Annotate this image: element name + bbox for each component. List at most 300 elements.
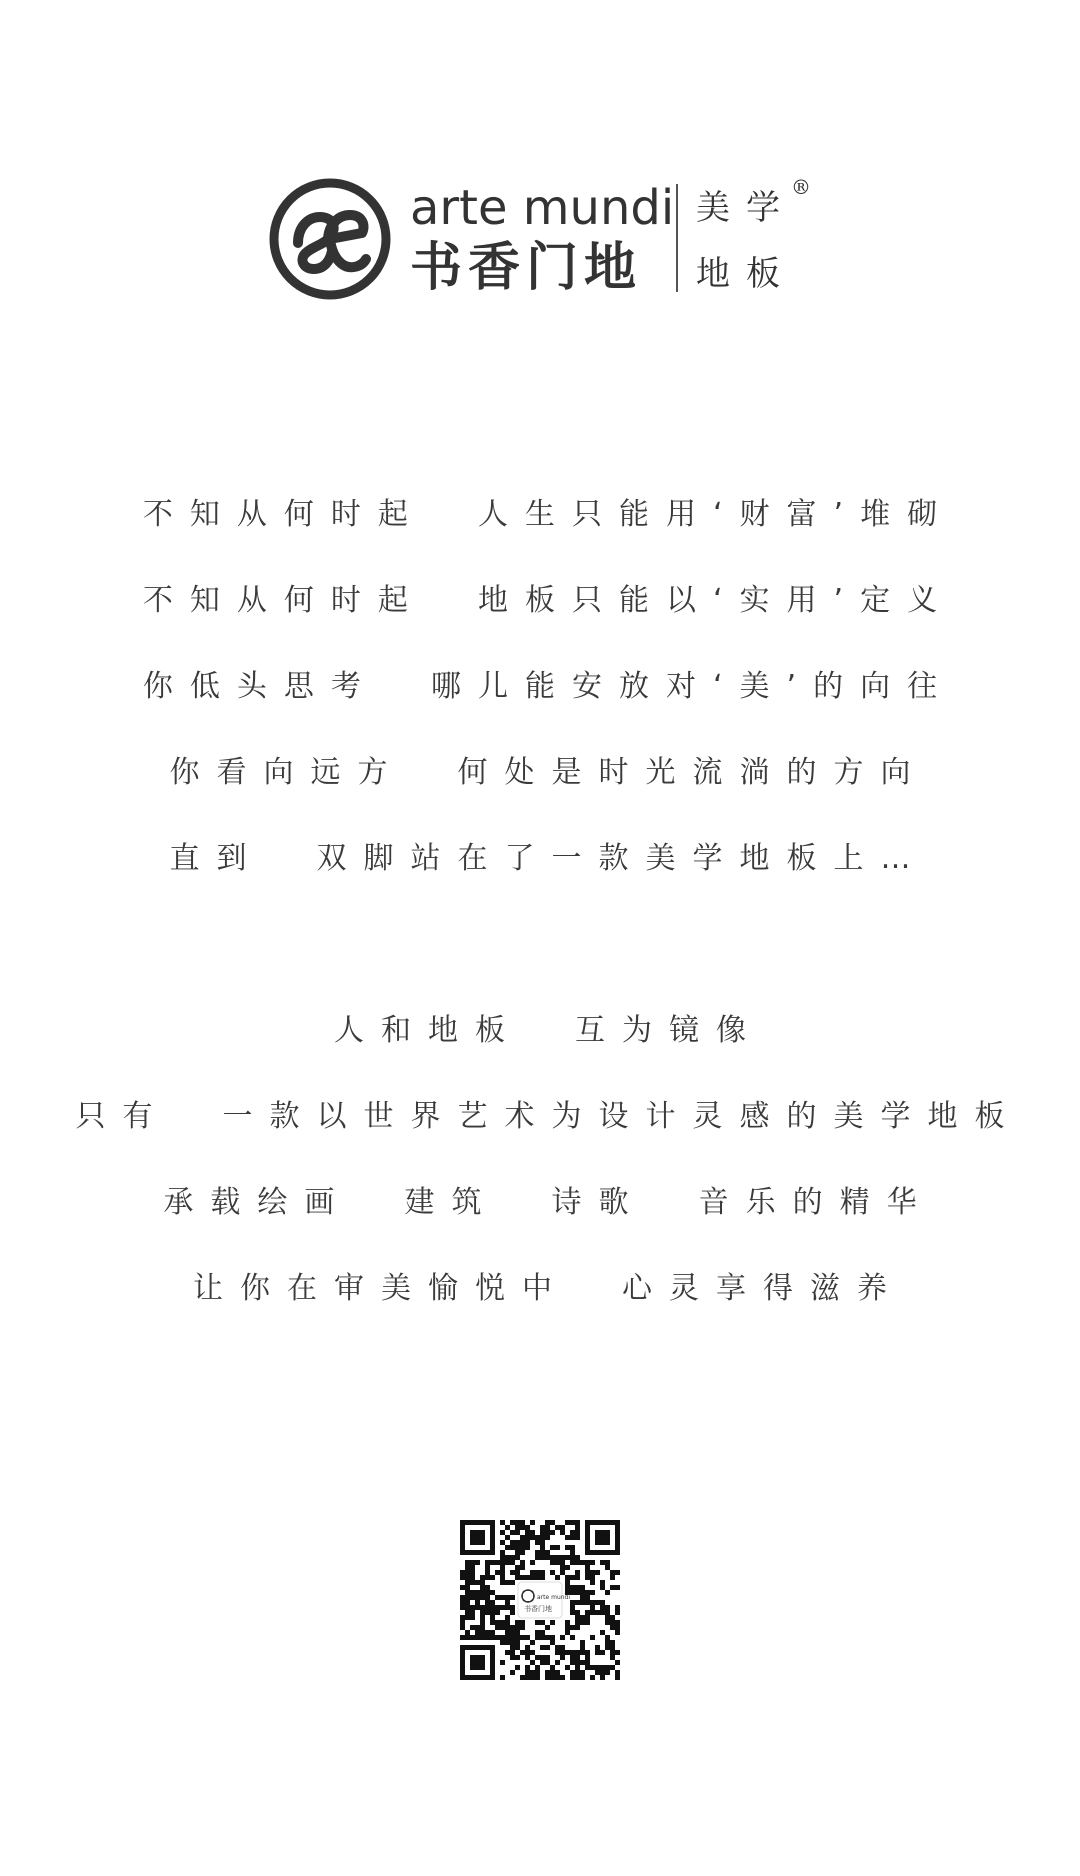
qr-module [570, 1675, 575, 1680]
qr-module [500, 1560, 505, 1565]
qr-module [575, 1535, 580, 1540]
qr-module [590, 1600, 595, 1605]
qr-module [550, 1560, 555, 1565]
qr-module [515, 1645, 520, 1650]
qr-module [505, 1625, 510, 1630]
qr-module [610, 1570, 615, 1575]
qr-module [525, 1645, 530, 1650]
qr-module [515, 1520, 520, 1525]
qr-module [500, 1540, 505, 1545]
qr-module [600, 1610, 605, 1615]
qr-module [530, 1675, 535, 1680]
qr-module [565, 1520, 570, 1525]
qr-module [545, 1520, 550, 1525]
registered-mark: ® [791, 175, 811, 199]
qr-module [480, 1585, 485, 1590]
qr-module [570, 1625, 575, 1630]
qr-module [515, 1540, 520, 1545]
qr-module [520, 1520, 525, 1525]
qr-module [515, 1555, 520, 1560]
qr-module [530, 1530, 535, 1535]
qr-module [510, 1625, 515, 1630]
qr-module [530, 1520, 535, 1525]
qr-module [605, 1615, 610, 1620]
qr-module [460, 1635, 465, 1640]
qr-module [525, 1545, 530, 1550]
qr-module [580, 1560, 585, 1565]
qr-module [540, 1620, 545, 1625]
qr-module [610, 1585, 615, 1590]
qr-module [465, 1590, 470, 1595]
qr-module [490, 1630, 495, 1635]
qr-module [480, 1590, 485, 1595]
qr-module [485, 1630, 490, 1635]
qr-module [475, 1635, 480, 1640]
qr-module [540, 1545, 545, 1550]
qr-module [585, 1620, 590, 1625]
qr-module [520, 1550, 525, 1555]
poem-line: 人和地板 互为镜像 [333, 1013, 764, 1048]
qr-module [590, 1580, 595, 1585]
qr-module [590, 1575, 595, 1580]
qr-module [535, 1550, 540, 1555]
qr-module [530, 1660, 535, 1665]
poem-line: 直到 双脚站在了一款美学地板上… [169, 841, 928, 876]
qr-module [605, 1645, 610, 1650]
qr-module [490, 1600, 495, 1605]
qr-module [465, 1605, 470, 1610]
qr-module [585, 1665, 590, 1670]
qr-module [560, 1525, 565, 1530]
qr-module [575, 1615, 580, 1620]
qr-module [475, 1560, 480, 1565]
qr-module [475, 1580, 480, 1585]
qr-module [475, 1630, 480, 1635]
qr-module [465, 1615, 470, 1620]
qr-module [540, 1575, 545, 1580]
qr-module [610, 1625, 615, 1630]
qr-module [460, 1605, 465, 1610]
qr-module [570, 1590, 575, 1595]
qr-module [560, 1655, 565, 1660]
qr-module [520, 1675, 525, 1680]
qr-module [540, 1630, 545, 1635]
qr-module [540, 1550, 545, 1555]
qr-module [490, 1575, 495, 1580]
qr-module [575, 1660, 580, 1665]
qr-module [475, 1595, 480, 1600]
qr-module [570, 1560, 575, 1565]
qr-module [500, 1530, 505, 1535]
qr-module [585, 1570, 590, 1575]
qr-module [485, 1600, 490, 1605]
qr-module [500, 1595, 505, 1600]
qr-module [565, 1650, 570, 1655]
qr-module [595, 1670, 600, 1675]
qr-module [460, 1625, 465, 1630]
qr-module [495, 1620, 500, 1625]
qr-module [545, 1535, 550, 1540]
qr-module [600, 1600, 605, 1605]
qr-module [590, 1560, 595, 1565]
qr-module [515, 1630, 520, 1635]
qr-module [545, 1660, 550, 1665]
qr-module [500, 1555, 505, 1560]
qr-module [615, 1675, 620, 1680]
qr-module [530, 1650, 535, 1655]
qr-module [570, 1635, 575, 1640]
qr-module [470, 1595, 475, 1600]
qr-module [575, 1520, 580, 1525]
qr-module [480, 1605, 485, 1610]
qr-module [615, 1585, 620, 1590]
qr-module [550, 1670, 555, 1675]
qr-center-label: 书香门地 [524, 1605, 552, 1613]
qr-module [470, 1635, 475, 1640]
qr-module [555, 1555, 560, 1560]
qr-module [490, 1610, 495, 1615]
qr-module [495, 1635, 500, 1640]
qr-module [500, 1550, 505, 1555]
qr-module [510, 1650, 515, 1655]
qr-module [580, 1645, 585, 1650]
qr-module [610, 1645, 615, 1650]
qr-module [530, 1640, 535, 1645]
qr-module [580, 1675, 585, 1680]
qr-module [585, 1590, 590, 1595]
qr-finder-top-left [460, 1520, 495, 1555]
qr-module [505, 1555, 510, 1560]
qr-module [525, 1525, 530, 1530]
qr-module [545, 1555, 550, 1560]
svg-text:arte mundi: arte mundi [537, 1594, 571, 1601]
qr-module [510, 1640, 515, 1645]
qr-module [560, 1555, 565, 1560]
qr-module [530, 1560, 535, 1565]
qr-module [520, 1525, 525, 1530]
qr-module [560, 1635, 565, 1640]
qr-module [485, 1565, 490, 1570]
qr-module [535, 1620, 540, 1625]
qr-module [600, 1675, 605, 1680]
qr-module [585, 1560, 590, 1565]
qr-module [465, 1585, 470, 1590]
qr-finder-top-right [585, 1520, 620, 1555]
qr-module [540, 1655, 545, 1660]
qr-module [470, 1625, 475, 1630]
qr-module [605, 1610, 610, 1615]
qr-module [505, 1650, 510, 1655]
qr-module [500, 1635, 505, 1640]
qr-module [470, 1615, 475, 1620]
qr-module [575, 1570, 580, 1575]
qr-module [540, 1530, 545, 1535]
qr-module [520, 1625, 525, 1630]
qr-module [505, 1635, 510, 1640]
poem-stanza-2 [0, 988, 1080, 1332]
qr-module [570, 1575, 575, 1580]
qr-module [515, 1640, 520, 1645]
qr-module [510, 1540, 515, 1545]
qr-module [585, 1595, 590, 1600]
qr-module [590, 1610, 595, 1615]
poem-line: 不知从何时起 人生只能用‘财富’堆砌 [142, 497, 955, 532]
qr-module [570, 1655, 575, 1660]
qr-module [480, 1595, 485, 1600]
qr-module [470, 1570, 475, 1575]
qr-module [610, 1575, 615, 1580]
qr-module [610, 1640, 615, 1645]
qr-module [485, 1575, 490, 1580]
qr-module [520, 1565, 525, 1570]
qr-module [460, 1595, 465, 1600]
qr-module [465, 1580, 470, 1585]
qr-module [585, 1660, 590, 1665]
qr-module [515, 1575, 520, 1580]
qr-module [605, 1560, 610, 1565]
qr-module [500, 1640, 505, 1645]
qr-module [505, 1595, 510, 1600]
qr-module [505, 1605, 510, 1610]
qr-module [575, 1600, 580, 1605]
qr-module [605, 1665, 610, 1670]
qr-module [470, 1575, 475, 1580]
qr-module [540, 1570, 545, 1575]
qr-module [495, 1610, 500, 1615]
qr-module [500, 1625, 505, 1630]
qr-module [465, 1560, 470, 1565]
qr-module [605, 1605, 610, 1610]
qr-module [515, 1570, 520, 1575]
qr-module [525, 1530, 530, 1535]
qr-module [485, 1595, 490, 1600]
qr-module [525, 1670, 530, 1675]
poem-line: 承载绘画 建筑 诗歌 音乐的精华 [163, 1185, 934, 1220]
qr-module [560, 1650, 565, 1655]
qr-module [505, 1600, 510, 1605]
qr-module [580, 1650, 585, 1655]
qr-module [460, 1575, 465, 1580]
qr-module [585, 1600, 590, 1605]
qr-module [560, 1565, 565, 1570]
qr-module [575, 1530, 580, 1535]
qr-module [605, 1635, 610, 1640]
qr-module [575, 1620, 580, 1625]
qr-module [510, 1635, 515, 1640]
qr-module [460, 1615, 465, 1620]
qr-module [580, 1620, 585, 1625]
qr-module [465, 1570, 470, 1575]
qr-module [505, 1615, 510, 1620]
qr-module [540, 1660, 545, 1665]
qr-module [545, 1645, 550, 1650]
qr-module [515, 1655, 520, 1660]
qr-module [510, 1530, 515, 1535]
qr-module [600, 1670, 605, 1675]
poem-line: 你低头思考 哪儿能安放对‘美’的向往 [142, 669, 955, 704]
qr-module [470, 1565, 475, 1570]
qr-module [465, 1630, 470, 1635]
qr-module [490, 1635, 495, 1640]
qr-module [600, 1585, 605, 1590]
qr-module [575, 1625, 580, 1630]
qr-module [515, 1550, 520, 1555]
qr-module [555, 1675, 560, 1680]
qr-module [565, 1630, 570, 1635]
qr-module [505, 1630, 510, 1635]
qr-module [610, 1665, 615, 1670]
qr-module [550, 1530, 555, 1535]
qr-module [460, 1570, 465, 1575]
qr-module [480, 1635, 485, 1640]
qr-module [540, 1645, 545, 1650]
qr-module [600, 1665, 605, 1670]
qr-module [520, 1545, 525, 1550]
qr-module [560, 1530, 565, 1535]
qr-module [595, 1600, 600, 1605]
qr-module [575, 1575, 580, 1580]
qr-module [515, 1665, 520, 1670]
qr-module [550, 1520, 555, 1525]
qr-module [545, 1655, 550, 1660]
qr-module [535, 1540, 540, 1545]
qr-module [480, 1630, 485, 1635]
qr-module [505, 1545, 510, 1550]
qr-module [550, 1555, 555, 1560]
qr-module [510, 1645, 515, 1650]
qr-module [485, 1560, 490, 1565]
qr-module [485, 1590, 490, 1595]
qr-module [615, 1650, 620, 1655]
qr-module [570, 1660, 575, 1665]
qr-module [485, 1605, 490, 1610]
qr-module [600, 1630, 605, 1635]
qr-module [555, 1645, 560, 1650]
qr-module [545, 1530, 550, 1535]
qr-module [615, 1620, 620, 1625]
poem-line: 不知从何时起 地板只能以‘实用’定义 [142, 583, 955, 618]
qr-module [535, 1670, 540, 1675]
qr-module [465, 1635, 470, 1640]
qr-module [525, 1665, 530, 1670]
qr-module [460, 1620, 465, 1625]
qr-module [560, 1645, 565, 1650]
qr-module [490, 1560, 495, 1565]
qr-module [555, 1545, 560, 1550]
qr-module [470, 1560, 475, 1565]
qr-module [525, 1675, 530, 1680]
qr-module [500, 1620, 505, 1625]
qr-module [505, 1525, 510, 1530]
qr-module [585, 1565, 590, 1570]
qr-module [575, 1655, 580, 1660]
qr-module [565, 1580, 570, 1585]
qr-module [525, 1540, 530, 1545]
qr-module [475, 1600, 480, 1605]
qr-module [565, 1535, 570, 1540]
qr-module [585, 1615, 590, 1620]
qr-module [605, 1670, 610, 1675]
qr-module [525, 1535, 530, 1540]
qr-module [540, 1525, 545, 1530]
qr-module [485, 1610, 490, 1615]
qr-module [590, 1635, 595, 1640]
brand-name-latin: arte mundi [410, 180, 675, 236]
qr-module [515, 1530, 520, 1535]
qr-module [510, 1610, 515, 1615]
qr-module [545, 1550, 550, 1555]
qr-module [560, 1675, 565, 1680]
qr-module [570, 1530, 575, 1535]
qr-module [485, 1570, 490, 1575]
qr-module [585, 1575, 590, 1580]
qr-module [580, 1670, 585, 1675]
qr-module [515, 1625, 520, 1630]
qr-module [610, 1615, 615, 1620]
qr-module [550, 1570, 555, 1575]
qr-module [570, 1545, 575, 1550]
qr-code [460, 1520, 620, 1680]
brand-tagline-bottom: 地板 [696, 254, 796, 294]
qr-module [565, 1620, 570, 1625]
qr-module [615, 1570, 620, 1575]
poem-line: 只有 一款以世界艺术为设计灵感的美学地板 [75, 1099, 1022, 1134]
qr-module [535, 1635, 540, 1640]
qr-module [490, 1605, 495, 1610]
qr-module [565, 1585, 570, 1590]
qr-module [565, 1575, 570, 1580]
qr-module [515, 1620, 520, 1625]
qr-module [575, 1675, 580, 1680]
qr-module [545, 1635, 550, 1640]
qr-module [575, 1670, 580, 1675]
qr-module [525, 1650, 530, 1655]
qr-module [510, 1560, 515, 1565]
qr-module [500, 1605, 505, 1610]
qr-module [550, 1640, 555, 1645]
qr-module [570, 1535, 575, 1540]
qr-module [580, 1595, 585, 1600]
qr-module [525, 1635, 530, 1640]
qr-module [490, 1615, 495, 1620]
qr-module [480, 1620, 485, 1625]
qr-module [570, 1555, 575, 1560]
qr-module [530, 1670, 535, 1675]
qr-module [495, 1625, 500, 1630]
qr-module [565, 1555, 570, 1560]
qr-module [535, 1630, 540, 1635]
qr-module [585, 1610, 590, 1615]
qr-module [550, 1545, 555, 1550]
qr-module [495, 1560, 500, 1565]
qr-module [575, 1555, 580, 1560]
qr-finder-bottom-left [460, 1645, 495, 1680]
qr-module [475, 1625, 480, 1630]
qr-module [575, 1590, 580, 1595]
qr-module [500, 1580, 505, 1585]
qr-module [500, 1660, 505, 1665]
qr-module [575, 1560, 580, 1565]
qr-module [510, 1555, 515, 1560]
qr-module [560, 1560, 565, 1565]
qr-module [495, 1570, 500, 1575]
qr-module [570, 1600, 575, 1605]
qr-module [485, 1585, 490, 1590]
qr-module [540, 1535, 545, 1540]
qr-module [480, 1615, 485, 1620]
qr-module [520, 1575, 525, 1580]
qr-module [565, 1625, 570, 1630]
